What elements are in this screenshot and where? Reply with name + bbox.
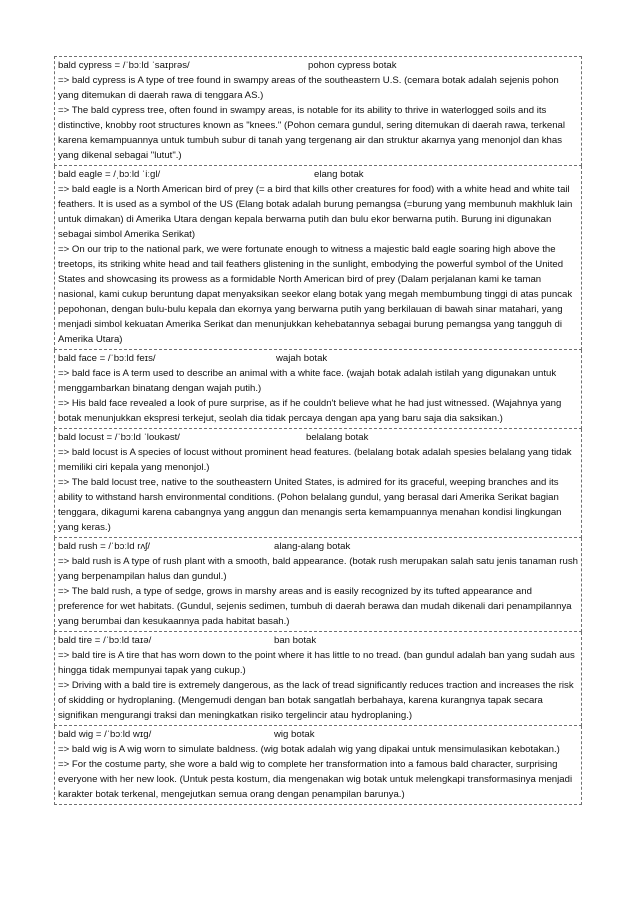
headword: bald tire = /ˈbɔːld taɪə/ [58, 635, 152, 646]
example: => The bald rush, a type of sedge, grows in marshy areas and is easily recognized by its tufted appearance and preference for wet habitats. (Gundul, sejenis sedimen, tumbuh di daerah berawa dan mudah dikenali dari penampilannya yang berumbai dan kesukaannya pada habitat basah.) [58, 586, 572, 627]
definition: => bald face is A term used to describe an animal with a white face. (wajah botak adalah istilah yang digunakan untuk menggambarkan binatang dengan wajah putih.) [58, 368, 557, 394]
entry-header [58, 167, 579, 182]
entry-bald-locust [54, 429, 582, 538]
example: => His bald face revealed a look of pure surprise, as if he couldn't believe what he had just witnessed. (Wajahnya yang botak menunjukkan ekspresi terkejut, seolah dia tidak percaya dengan apa yang baru saja dia saksikan.) [58, 398, 562, 424]
definition: => bald wig is A wig worn to simulate baldness. (wig botak adalah wig yang dipakai untuk mensimulasikan kebotakan.) [58, 744, 560, 755]
definition: => bald rush is A type of rush plant with a smooth, bald appearance. (botak rush merupakan salah satu jenis tanaman rush yang berpenampilan halus dan gundul.) [58, 556, 578, 582]
entry-bald-cypress [54, 56, 582, 166]
translation: elang botak [314, 169, 364, 180]
example: => On our trip to the national park, we were fortunate enough to witness a majestic bald eagle soaring high above the treetops, its striking white head and tail feathers glistening in the sunlight, embodying the powerful symbol of the United States and showcasing its prowess as a formidable North American bird of prey (Dalam perjalanan kami ke taman nasional, kami cukup beruntung dapat menyaksikan seekor elang botak yang megah membumbung tinggi di atas puncak pepohonan, dengan bulu-bulu kepala dan ekornya yang berwarna putih yang berkilauan di bawah sinar matahari, yang menjadi simbol kekuatan Amerika Serikat dan menunjukkan kehebatannya sebagai burung pemangsa yang tangguh di Amerika Utara) [58, 244, 573, 345]
definition: => bald eagle is a North American bird of prey (= a bird that kills other creatures for food) with a white head and white tail feathers. It is used as a symbol of the US (Elang botak adalah burung pemangsa (=burung yang membunuh makhluk lain untuk dimakan) di Amerika Utara dengan kepala berwarna putih dan bulu ekor berwarna putih. Burung ini digunakan sebagai simbol Amerika Serikat) [58, 184, 573, 240]
entry-header [58, 539, 579, 554]
definition: => bald cypress is A type of tree found in swampy areas of the southeastern U.S. (cemara botak adalah sejenis pohon yang ditemukan di daerah rawa di tenggara AS.) [58, 75, 559, 101]
entry-bald-tire [54, 632, 582, 726]
definition: => bald locust is A species of locust without prominent head features. (belalang botak adalah spesies belalang yang tidak memiliki ciri kepala yang menonjol.) [58, 447, 572, 473]
headword: bald wig = /ˈbɔːld wɪɡ/ [58, 729, 152, 740]
vocabulary-sheet [54, 56, 582, 805]
entry-bald-wig [54, 726, 582, 805]
entry-bald-face [54, 350, 582, 429]
example: => Driving with a bald tire is extremely dangerous, as the lack of tread significantly reduces traction and increases the risk of skidding or hydroplaning. (Mengemudi dengan ban botak sangatlah berbahaya, karena kurangnya tapak secara signifikan mengurangi traksi dan meningkatkan risiko tergelincir atau hydroplaning.) [58, 680, 574, 721]
example: => The bald cypress tree, often found in swampy areas, is notable for its ability to thrive in waterlogged soils and its distinctive, knobby root structures known as "knees." (Pohon cemara gundul, sering ditemukan di daerah rawa, terkenal karena kemampuannya untuk tumbuh subur di tanah yang tergenang air dan struktur akarnya yang menonjol dan khas yang dikenal sebagai "lutut".) [58, 105, 566, 161]
headword: bald rush = /ˈbɔːld rʌʃ/ [58, 541, 150, 552]
entry-header [58, 633, 579, 648]
definition: => bald tire is A tire that has worn down to the point where it has little to no tread. (ban gundul adalah ban yang sudah aus hingga tidak mempunyai tapak yang cukup.) [58, 650, 575, 676]
translation: wajah botak [276, 353, 328, 364]
headword: bald locust = /ˈbɔːld ˈloʊkəst/ [58, 432, 180, 443]
headword: bald eagle = /ˌbɔːld ˈiːɡl/ [58, 169, 161, 180]
entry-header [58, 430, 579, 445]
translation: ban botak [274, 635, 317, 646]
entry-bald-rush [54, 538, 582, 632]
translation: pohon cypress botak [308, 60, 397, 71]
example: => The bald locust tree, native to the southeastern United States, is admired for its graceful, weeping branches and its ability to withstand harsh environmental conditions. (Pohon belalang gundul, yang berasal dari Amerika Serikat bagian tenggara, dikagumi karena cabangnya yang anggun dan menangis serta kemampuannya menahan kondisi lingkungan yang keras.) [58, 477, 562, 533]
translation: belalang botak [306, 432, 369, 443]
entry-bald-eagle [54, 166, 582, 350]
example: => For the costume party, she wore a bald wig to complete her transformation into a famous bald character, surprising everyone with her new look. (Untuk pesta kostum, dia mengenakan wig botak untuk melengkapi transformasinya menjadi karakter botak terkenal, mengejutkan semua orang dengan penampilan barunya.) [58, 759, 573, 800]
entry-header [58, 727, 579, 742]
entry-header [58, 58, 579, 73]
headword: bald cypress = /ˈbɔːld ˈsaɪprəs/ [58, 60, 190, 71]
translation: wig botak [274, 729, 315, 740]
entry-header [58, 351, 579, 366]
translation: alang-alang botak [274, 541, 351, 552]
headword: bald face = /ˈbɔːld feɪs/ [58, 353, 156, 364]
